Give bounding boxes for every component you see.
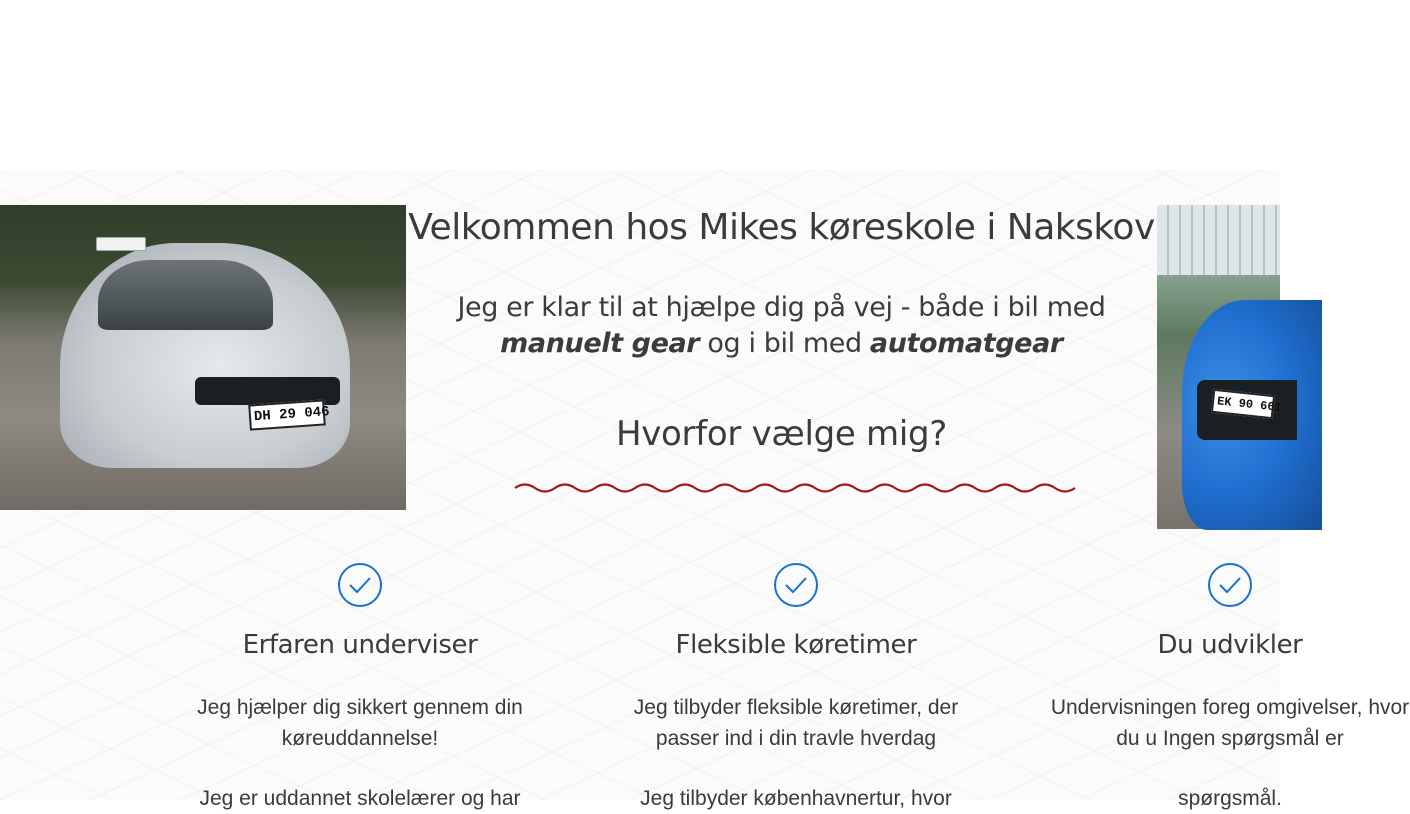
photo-silver-car xyxy=(0,205,406,510)
plate-text: DH 29 046 xyxy=(253,404,331,426)
feature-title: Erfaren underviser xyxy=(242,630,478,660)
feature-text: Jeg hjælper dig sikkert gennem din køreuddannelse! xyxy=(197,696,523,750)
feature-title: Fleksible køretimer xyxy=(675,630,917,660)
license-plate-left xyxy=(248,399,331,430)
feature-text-secondary: Jeg er uddannet skolelærer og har xyxy=(199,787,521,810)
intro-line: Jeg er klar til at hjælpe dig på vej - både i bil med xyxy=(457,292,1106,323)
photo-blue-car xyxy=(1157,205,1283,529)
eu-band-icon xyxy=(250,407,252,429)
check-circle-icon xyxy=(1207,562,1253,608)
feature-text-secondary: Jeg tilbyder københavnertur, hvor xyxy=(640,787,952,810)
intro-automatic-gear: automatgear xyxy=(869,328,1063,359)
greenhouse-background xyxy=(1157,205,1280,275)
check-circle-icon xyxy=(773,562,819,608)
feature-text-secondary: spørgsmål. xyxy=(1178,787,1282,810)
plate-text: EK 90 661 xyxy=(1216,394,1283,416)
feature-flexible-lessons xyxy=(616,562,976,814)
feature-experienced-instructor xyxy=(180,562,540,814)
why-heading: Hvorfor vælge mig? xyxy=(615,414,948,454)
feature-text: Undervisningen foreg omgivelser, hvor du u Ingen spørgsmål er xyxy=(1050,696,1410,750)
car-window xyxy=(98,260,273,330)
feature-text: Jeg tilbyder fleksible køretimer, der passer ind i din travle hverdag xyxy=(633,696,959,750)
feature-you-develop xyxy=(1050,562,1410,814)
driving-school-roof-sign xyxy=(96,237,146,251)
eu-band-icon xyxy=(1213,391,1215,411)
intro-middle: og i bil med xyxy=(699,328,870,359)
feature-title: Du udvikler xyxy=(1157,630,1303,660)
intro-text xyxy=(406,290,1157,362)
page-title: Velkommen hos Mikes køreskole i Nakskov xyxy=(408,207,1155,248)
intro-manual-gear: manuelt gear xyxy=(500,328,700,359)
check-circle-icon xyxy=(337,562,383,608)
wavy-divider xyxy=(515,478,1075,498)
